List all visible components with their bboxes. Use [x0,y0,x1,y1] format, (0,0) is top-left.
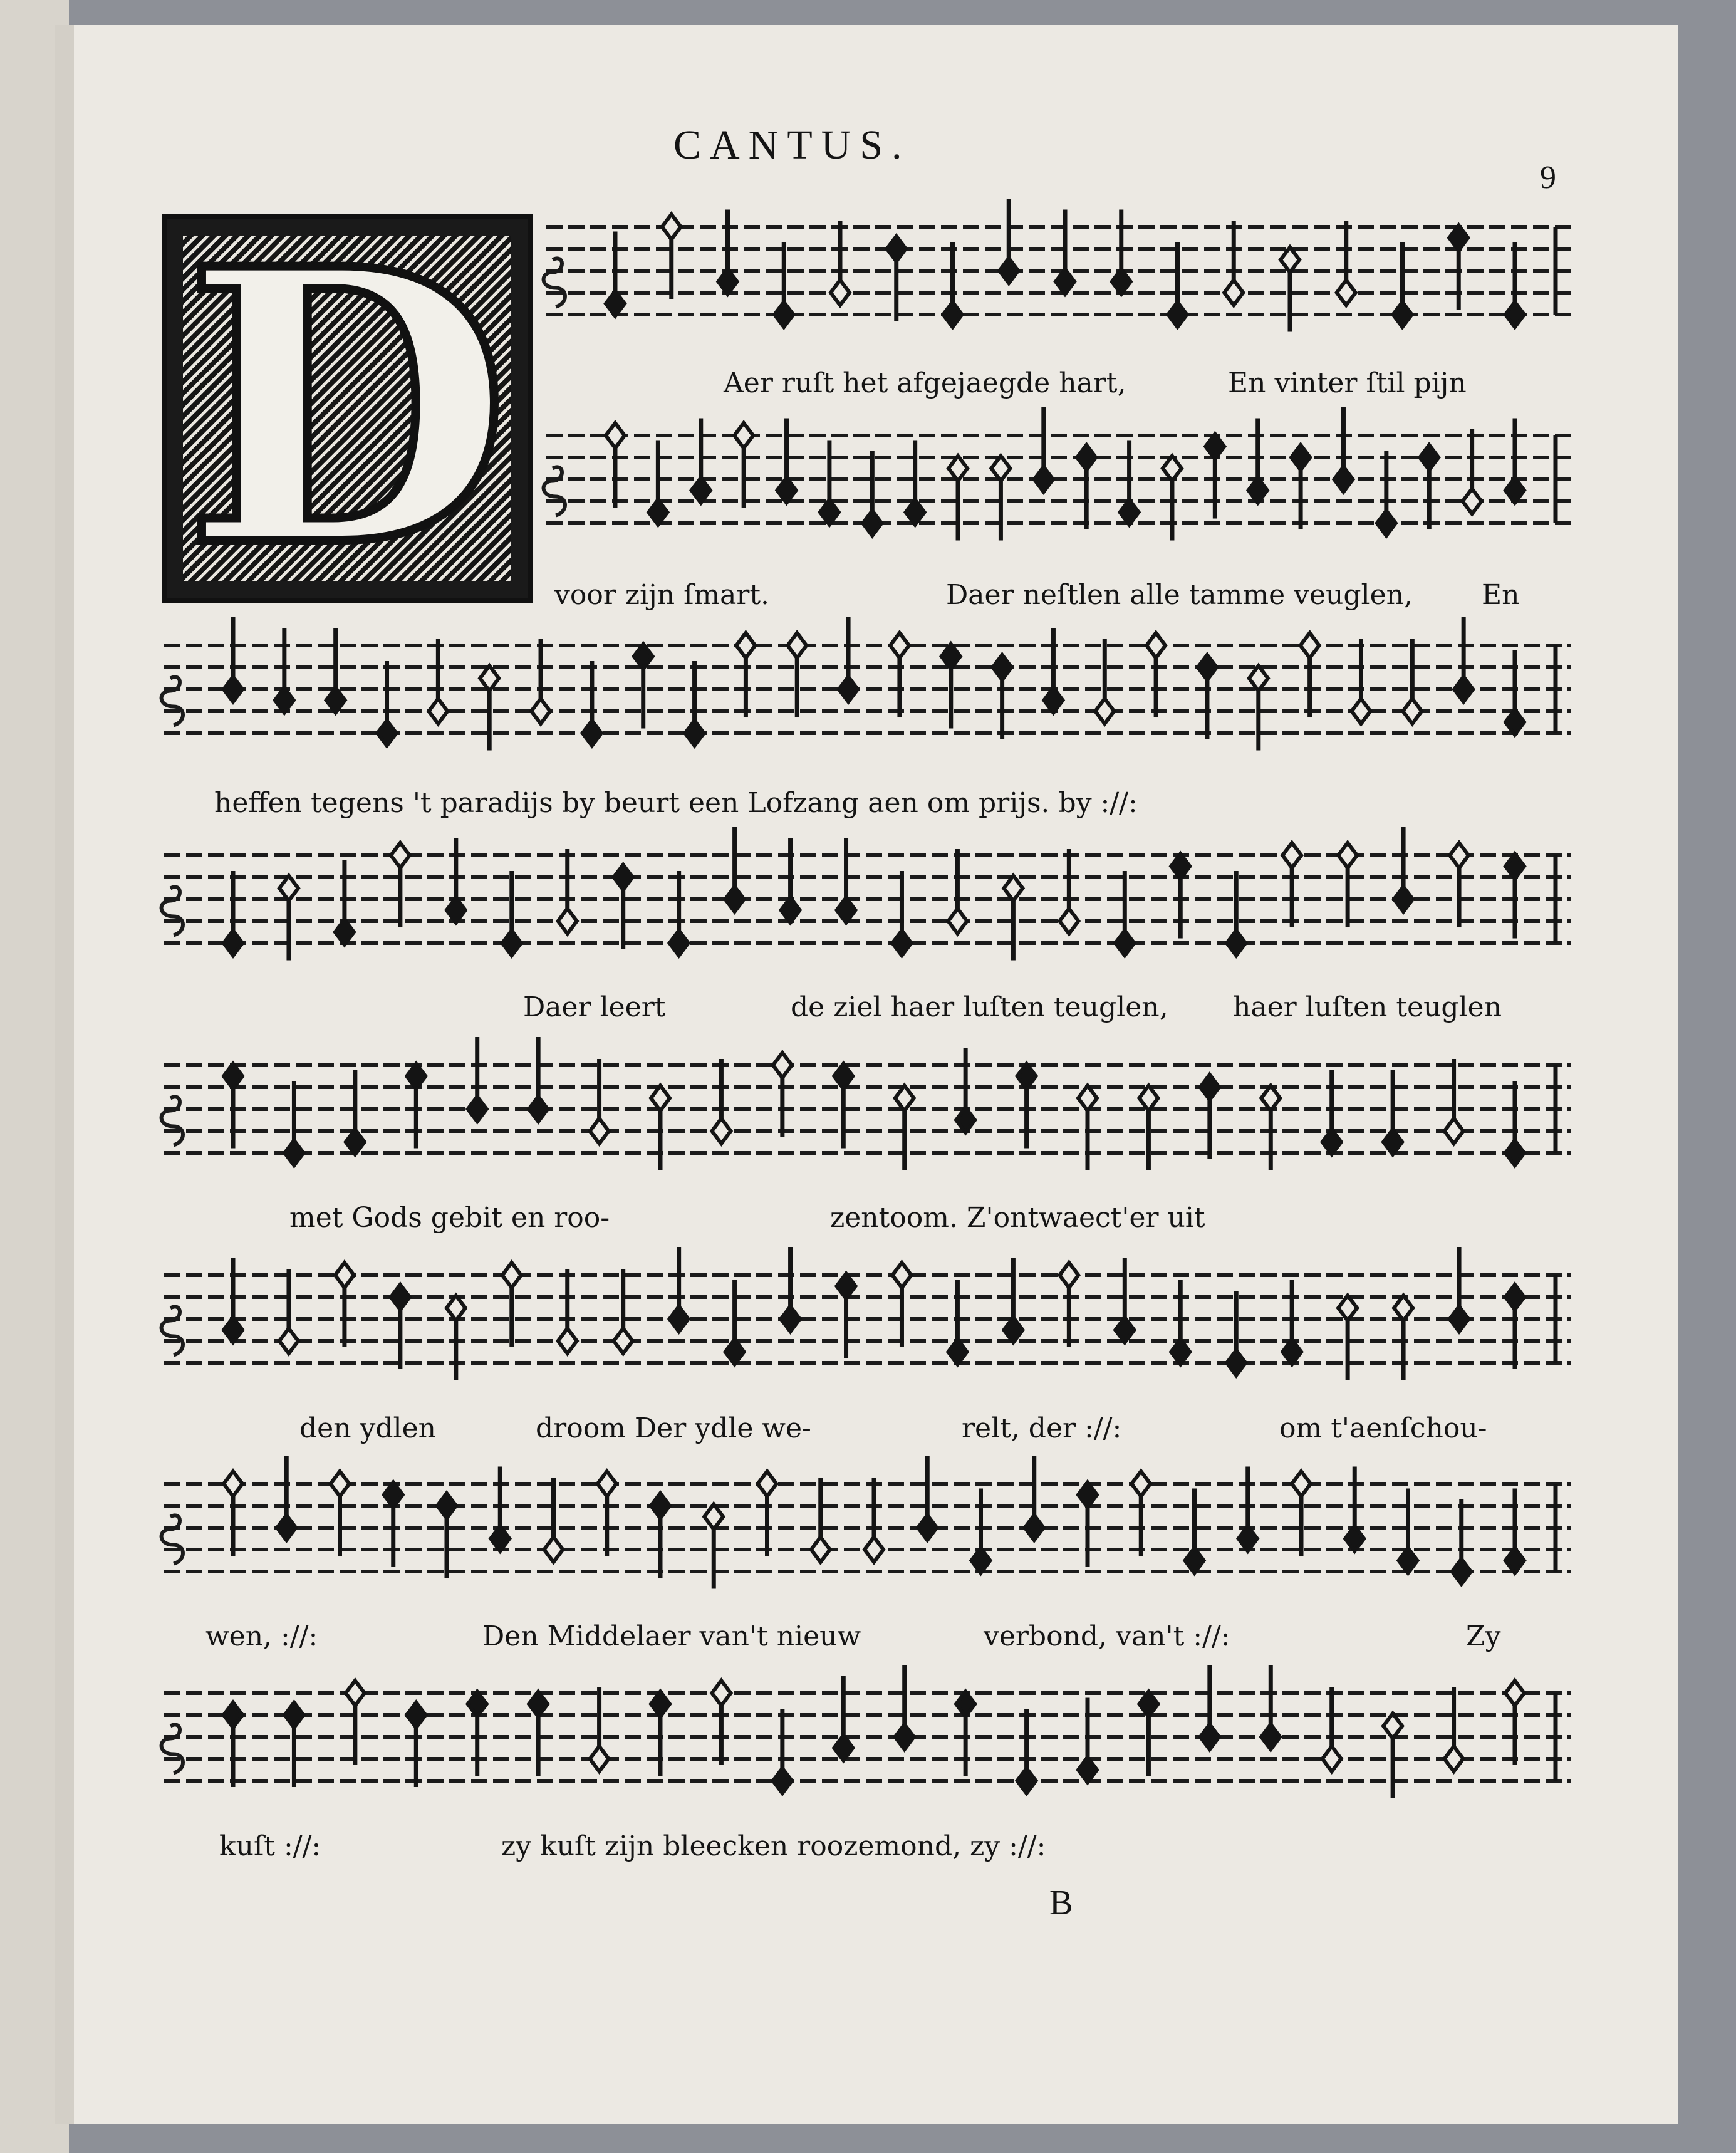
note-head [1249,666,1268,691]
lyric-line-2-a: voor zijn ſmart. [554,579,770,611]
note-head [279,1328,298,1353]
note-head [787,633,806,658]
note-head [712,1681,730,1706]
note-head [999,258,1018,283]
note-head [1115,931,1134,956]
note-head [1505,710,1524,735]
note-head [1171,1340,1190,1365]
note-head [781,898,800,923]
note-head [1394,1296,1413,1321]
note-head [468,1692,487,1717]
note-head [391,843,410,868]
note-head [437,1493,456,1518]
clef-mark [162,887,183,935]
note-head [1337,280,1356,305]
note-head [1025,1515,1044,1540]
note-head [1004,876,1022,901]
note-head [1059,909,1078,934]
note-head [1056,269,1074,295]
note-head [558,1328,577,1353]
note-head [1394,887,1413,912]
note-head [1171,854,1190,879]
note-head [480,666,499,691]
note-head [1163,456,1182,481]
note-head [895,1086,914,1111]
note-head [892,1263,911,1288]
note-head [502,1263,521,1288]
note-head [1323,1746,1341,1771]
note-head [1224,280,1243,305]
note-head [224,677,242,702]
note-head [1200,1724,1219,1749]
lyric-line-6-d: om t'aenſchou- [1279,1412,1487,1444]
lyric-line-6-a: den ydlen [299,1412,437,1444]
note-head [1505,1285,1524,1310]
note-head [558,909,577,934]
note-head [529,1097,548,1122]
note-head [906,500,925,525]
note-head [1291,445,1310,470]
note-head [326,688,345,713]
lyric-line-4-a: Daer leert [523,991,666,1023]
note-head [335,1263,354,1288]
note-head [1004,1318,1022,1343]
note-head [1168,302,1187,327]
note-head [447,898,465,923]
note-head [781,1306,800,1332]
note-head [712,1118,730,1144]
note-head [942,644,960,669]
lyric-line-1-a: Aer ruſt het afgejaegde hart, [724,367,1126,399]
note-head [447,1296,465,1321]
note-head [734,423,753,448]
note-head [491,1526,509,1551]
note-head [1034,467,1053,492]
note-head [1351,699,1370,724]
note-head [685,721,704,746]
note-head [583,721,601,746]
note-head [1261,1724,1280,1749]
note-head [606,423,625,448]
lyric-line-7-b: Den Middelaer van't nieuw [482,1620,861,1652]
lyric-line-8-b: zy kuſt zijn bleecken roozemond, zy ://: [501,1830,1046,1862]
initial-letter: D [184,187,511,629]
note-head [277,1515,296,1540]
note-head [811,1537,830,1562]
lyric-line-8-a: kuſt ://: [219,1830,321,1862]
note-head [834,1064,853,1089]
note-head [956,1692,975,1717]
clef-mark [544,467,565,515]
note-head [1227,1350,1245,1375]
note-head [529,1692,548,1717]
note-head [1454,677,1473,702]
note-head [429,699,447,724]
note-head [1463,489,1482,514]
note-head [1450,1306,1468,1332]
note-head [1377,511,1396,536]
note-head [719,269,737,295]
lyric-line-5-b: zentoom. Z'ontwaect'er uit [830,1202,1205,1234]
note-head [837,1274,856,1299]
note-head [1249,478,1267,503]
lyric-line-3: heffen tegens 't paradijs by beurt een Lofzang aen om prijs. by ://: [214,787,1138,819]
note-head [773,1053,792,1078]
note-head [284,1140,303,1165]
note-head [648,500,667,525]
lyric-line-2-c: En [1482,579,1520,611]
note-head [890,633,909,658]
note-head [1445,1746,1463,1771]
note-head [224,1318,242,1343]
note-head [651,1692,670,1717]
note-head [1505,478,1524,503]
note-head [758,1471,777,1496]
note-head [407,1702,425,1728]
note-head [773,1768,792,1793]
note-head [1095,699,1114,724]
note-head [1505,1140,1524,1165]
note-head [839,677,858,702]
note-head [1078,1483,1097,1508]
note-head [1200,1075,1219,1100]
note-head [670,1306,689,1332]
note-head [1282,843,1301,868]
note-head [275,688,294,713]
note-head [1120,500,1139,525]
note-head [651,1493,670,1518]
lyric-line-4-b: de ziel haer luſten teuglen, [791,991,1168,1023]
note-head [598,1471,616,1496]
note-head [1338,1296,1357,1321]
lyric-line-1-b: En vinter ſtil pijn [1228,367,1467,399]
note-head [1393,302,1412,327]
note-head [1131,1471,1150,1496]
note-head [1059,1263,1078,1288]
note-head [774,302,793,327]
note-head [1017,1064,1036,1089]
note-head [1281,248,1299,273]
note-head [1112,269,1131,295]
note-head [1334,467,1353,492]
note-head [725,887,744,912]
note-head [863,511,881,536]
note-head [284,1702,303,1728]
note-head [865,1537,883,1562]
note-head [391,1285,410,1310]
note-head [346,1130,365,1155]
lyric-line-7-a: wen, ://: [205,1620,318,1652]
note-head [956,1108,975,1133]
note-head [1505,854,1524,879]
note-head [993,655,1012,680]
note-head [1239,1526,1257,1551]
note-head [943,302,962,327]
note-head [1139,1086,1158,1111]
note-head [1077,445,1096,470]
note-head [692,478,710,503]
note-head [1445,1118,1463,1144]
note-head [224,931,242,956]
note-head [1139,1692,1158,1717]
clef-mark [162,1097,183,1145]
note-head [1420,445,1438,470]
note-head [948,909,967,934]
note-head [820,500,839,525]
note-head [1403,699,1422,724]
note-head [949,456,967,481]
clef-mark [162,1515,183,1563]
lyric-line-6-c: relt, der ://: [962,1412,1122,1444]
note-head [1044,688,1063,713]
note-head [1292,1471,1311,1496]
note-head [1338,843,1357,868]
note-head [1078,1086,1097,1111]
note-head [335,920,354,945]
note-head [1383,1714,1402,1739]
note-head [725,1340,744,1365]
note-head [670,931,689,956]
note-head [1452,1559,1471,1584]
lyric-line-7-d: Zy [1466,1620,1501,1652]
note-head [887,236,906,261]
note-head [606,291,625,316]
note-head [224,1471,242,1496]
note-head [1323,1130,1341,1155]
note-head [502,931,521,956]
note-head [662,214,681,239]
note-head [1282,1340,1301,1365]
note-head [1505,1548,1524,1573]
note-head [1449,226,1468,251]
note-head [224,1702,242,1728]
clef-mark [162,1306,183,1355]
note-head [590,1746,609,1771]
signature-mark: B [1049,1884,1073,1922]
note-head [991,456,1010,481]
note-head [1383,1130,1402,1155]
note-head [704,1504,723,1530]
note-head [544,1537,563,1562]
clef-mark [162,1724,183,1773]
note-head [384,1483,403,1508]
note-head [224,1064,242,1089]
note-head [895,1724,914,1749]
lyric-line-2-b: Daer neſtlen alle tamme veuglen, [946,579,1413,611]
note-head [1115,1318,1134,1343]
note-head [1345,1526,1364,1551]
note-head [1227,931,1245,956]
note-head [531,699,550,724]
clef-mark [162,677,183,725]
note-head [1505,302,1524,327]
note-head [736,633,755,658]
note-head [1301,633,1319,658]
note-head [1505,1681,1524,1706]
note-head [1185,1548,1204,1573]
page-header: CANTUS. [673,122,911,168]
note-head [1261,1086,1280,1111]
note-head [1198,655,1217,680]
note-head [1017,1768,1036,1793]
lyric-line-6-b: droom Der ydle we- [536,1412,811,1444]
note-head [468,1097,487,1122]
lyric-line-7-c: verbond, van't ://: [984,1620,1230,1652]
note-head [590,1118,609,1144]
note-head [1205,434,1224,459]
lyric-line-4-c: haer luſten teuglen [1233,991,1502,1023]
note-head [407,1064,425,1089]
note-head [892,931,911,956]
note-head [837,898,856,923]
note-head [279,876,298,901]
note-head [346,1681,365,1706]
lyric-line-5-a: met Gods gebit en roo- [289,1202,610,1234]
note-head [918,1515,937,1540]
note-head [777,478,796,503]
note-head [614,865,633,890]
note-head [634,644,653,669]
note-head [331,1471,350,1496]
note-head [1078,1758,1097,1783]
note-head [948,1340,967,1365]
note-head [1450,843,1468,868]
note-head [831,280,850,305]
note-head [834,1736,853,1761]
note-head [972,1548,990,1573]
note-head [614,1328,633,1353]
note-head [1399,1548,1418,1573]
note-head [378,721,397,746]
note-head [651,1086,670,1111]
note-head [1146,633,1165,658]
clef-mark [544,258,565,306]
page-number: 9 [1540,160,1556,195]
